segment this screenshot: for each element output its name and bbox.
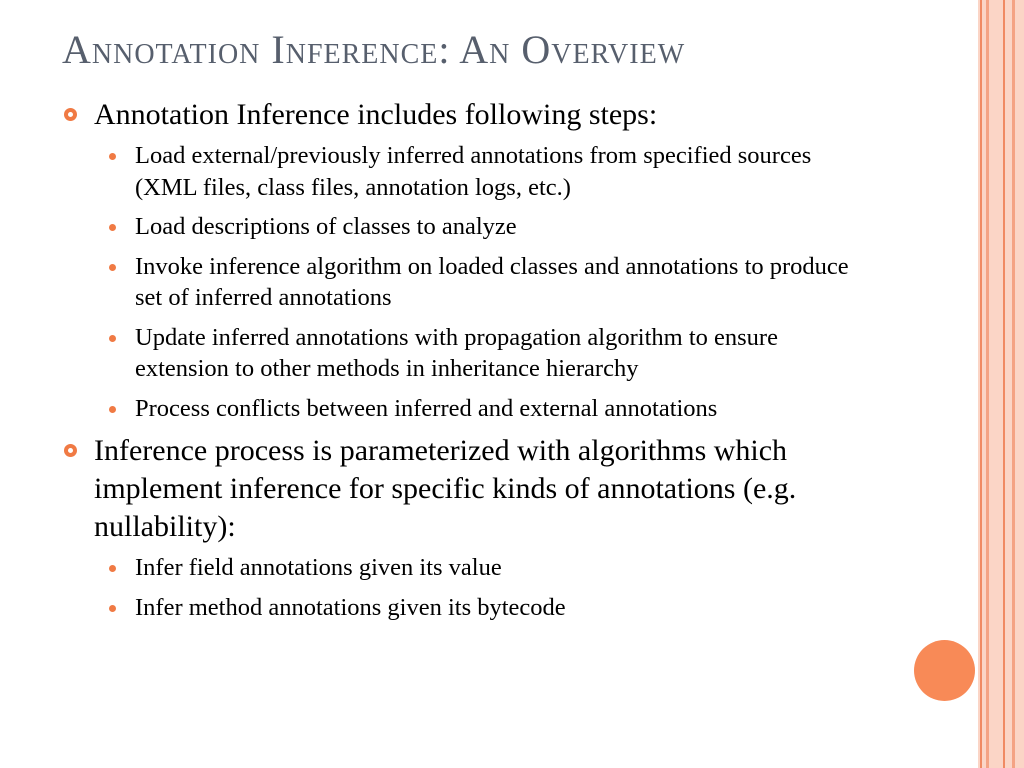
bullet-level1 [62,432,852,546]
bullet-level2-text: Process conflicts between inferred and external annotations [135,394,718,422]
decorative-stripe-line [1003,0,1005,768]
bullet-level2-text: Infer method annotations given its bytecode [135,593,566,621]
bullet-level2 [62,322,852,385]
bullet-level2-text: Update inferred annotations with propagation algorithm to ensure extension to other methods in inheritance hierarchy [135,323,778,382]
decorative-stripe-line [986,0,989,768]
dot-bullet-icon [109,335,116,342]
decorative-stripe-line [1012,0,1015,768]
bullet-level2 [62,592,852,624]
bullet-level2-text: Load descriptions of classes to analyze [135,213,517,240]
dot-bullet-icon [109,406,116,413]
dot-bullet-icon [109,224,116,231]
bullet-level2-text: Invoke inference algorithm on loaded classes and annotations to produce set of inferred annotations [135,252,849,311]
ring-bullet-icon [64,444,77,457]
bullet-level1-text: Inference process is parameterized with algorithms which implement inference for specific kinds of annotations (e.g. nullability): [94,434,797,543]
bullet-level2-text: Infer field annotations given its value [135,554,502,581]
bullet-level2 [62,251,852,314]
slide-content [62,96,852,631]
dot-bullet-icon [109,565,116,572]
ring-bullet-icon [64,108,77,121]
decorative-stripe-line [980,0,982,768]
dot-bullet-icon [109,605,116,612]
decorative-circle [914,640,975,701]
bullet-level2 [62,211,852,243]
bullet-level2-text: Load external/previously inferred annotations from specified sources (XML files, class files, annotation logs, etc.) [135,142,812,201]
sub-bullet-list [62,140,852,424]
bullet-level1-text: Annotation Inference includes following steps: [94,98,658,131]
sub-bullet-list [62,552,852,623]
bullet-level1 [62,96,852,134]
dot-bullet-icon [109,264,116,271]
bullet-level2 [62,393,852,425]
decorative-stripe-band [978,0,1024,768]
bullet-level2 [62,140,852,203]
dot-bullet-icon [109,153,116,160]
slide-title: Annotation Inference: An Overview [62,27,686,72]
bullet-level2 [62,552,852,584]
